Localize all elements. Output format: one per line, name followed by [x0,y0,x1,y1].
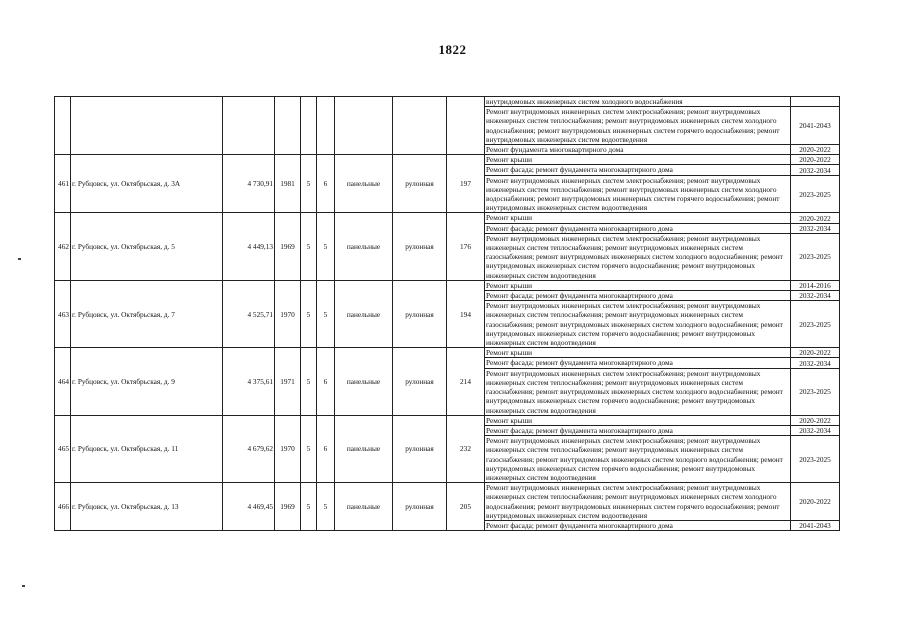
walls-material-cell: панельные [335,280,393,347]
work-description: Ремонт фасада; ремонт фундамента многоквартирного дома [485,291,791,301]
area-cell: 4 375,61 [223,348,275,415]
year-cell: 1971 [275,348,301,415]
work-description: Ремонт фасада; ремонт фундамента многоквартирного дома [485,425,791,435]
table-row [55,483,840,521]
empty-cell [71,97,223,155]
address-cell: г. Рубцовск, ул. Октябрьская, д. 11 [71,415,223,482]
work-period: 2023-2025 [791,233,840,280]
work-description: Ремонт крыши [485,415,791,425]
walls-material-cell: панельные [335,213,393,280]
scan-speck [22,585,25,587]
work-period: 2023-2025 [791,436,840,483]
residents-cell: 176 [447,213,485,280]
empty-cell [275,97,301,155]
year-cell: 1970 [275,415,301,482]
work-description: Ремонт крыши [485,280,791,290]
work-description: Ремонт фасада; ремонт фундамента многоквартирного дома [485,165,791,175]
year-cell: 1969 [275,213,301,280]
work-description: Ремонт крыши [485,155,791,165]
year-cell: 1970 [275,280,301,347]
work-description: Ремонт внутридомовых инженерных систем электроснабжения; ремонт внутридомовых инженерных систем теплоснабжения; ремонт внутридомовых инженерных систем газоснабжения; ремонт внутридомовых инженерных систем холодного водоснабжения; ремонт внутридомовых инженерных систем горячего водоснабжения; ремонт внутридомовых инженерных систем водоотведения [485,301,791,348]
empty-cell [223,97,275,155]
table-row [55,348,840,358]
work-description: Ремонт внутридомовых инженерных систем электроснабжения; ремонт внутридомовых инженерных систем теплоснабжения; ремонт внутридомовых инженерных систем газоснабжения; ремонт внутридомовых инженерных систем холодного водоснабжения; ремонт внутридомовых инженерных систем горячего водоснабжения; ремонт внутридомовых инженерных систем водоотведения [485,436,791,483]
floors-cell: 5 [301,213,317,280]
empty-cell [393,97,447,155]
work-description: Ремонт крыши [485,348,791,358]
work-period: 2023-2025 [791,301,840,348]
roof-type-cell: рулонная [393,280,447,347]
work-description: Ремонт внутридомовых инженерных систем электроснабжения; ремонт внутридомовых инженерных систем теплоснабжения; ремонт внутридомовых инженерных систем холодного водоснабжения; ремонт внутридомовых инженерных систем горячего водоснабжения; ремонт внутридомовых инженерных систем водоотведения [485,107,791,145]
address-cell: г. Рубцовск, ул. Октябрьская, д. 5 [71,213,223,280]
entrances-cell: 6 [317,415,335,482]
address-cell: г. Рубцовск, ул. Октябрьская, д. 9 [71,348,223,415]
entrances-cell: 5 [317,280,335,347]
walls-material-cell: панельные [335,483,393,531]
roof-type-cell: рулонная [393,155,447,213]
floors-cell: 5 [301,483,317,531]
roof-type-cell: рулонная [393,348,447,415]
work-period: 2020-2022 [791,348,840,358]
residents-cell: 205 [447,483,485,531]
work-period: 2032-2034 [791,165,840,175]
repair-schedule-table [54,96,840,531]
residents-cell: 197 [447,155,485,213]
entrances-cell: 5 [317,213,335,280]
work-period: 2023-2025 [791,368,840,415]
empty-cell [335,97,393,155]
scan-speck [18,258,21,260]
area-cell: 4 469,45 [223,483,275,531]
work-description: Ремонт внутридомовых инженерных систем электроснабжения; ремонт внутридомовых инженерных систем теплоснабжения; ремонт внутридомовых инженерных систем газоснабжения; ремонт внутридомовых инженерных систем холодного водоснабжения; ремонт внутридомовых инженерных систем горячего водоснабжения; ремонт внутридомовых инженерных систем водоотведения [485,233,791,280]
table-row [55,97,840,107]
address-cell: г. Рубцовск, ул. Октябрьская, д. 7 [71,280,223,347]
floors-cell: 5 [301,280,317,347]
work-period: 2023-2025 [791,175,840,213]
floors-cell: 5 [301,415,317,482]
entrances-cell: 6 [317,348,335,415]
work-period: 2020-2022 [791,483,840,521]
table-row [55,213,840,223]
work-period: 2032-2034 [791,223,840,233]
work-period: 2032-2034 [791,291,840,301]
work-description: Ремонт внутридомовых инженерных систем электроснабжения; ремонт внутридомовых инженерных систем теплоснабжения; ремонт внутридомовых инженерных систем газоснабжения; ремонт внутридомовых инженерных систем холодного водоснабжения; ремонт внутридомовых инженерных систем горячего водоснабжения; ремонт внутридомовых инженерных систем водоотведения [485,368,791,415]
row-number: 464 [55,348,71,415]
work-period: 2020-2022 [791,415,840,425]
residents-cell: 194 [447,280,485,347]
work-period [791,97,840,107]
work-period: 2032-2034 [791,358,840,368]
empty-cell [447,97,485,155]
page-number: 1822 [438,42,467,57]
address-cell: г. Рубцовск, ул. Октябрьская, д. 3А [71,155,223,213]
empty-cell [317,97,335,155]
table-row [55,280,840,290]
work-description: Ремонт фасада; ремонт фундамента многоквартирного дома [485,223,791,233]
work-description: Ремонт фасада; ремонт фундамента многоквартирного дома [485,520,791,530]
area-cell: 4 679,62 [223,415,275,482]
residents-cell: 214 [447,348,485,415]
work-period: 2032-2034 [791,425,840,435]
floors-cell: 5 [301,348,317,415]
work-period: 2014-2016 [791,280,840,290]
address-cell: г. Рубцовск, ул. Октябрьская, д. 13 [71,483,223,531]
row-number: 466 [55,483,71,531]
work-period: 2020-2022 [791,145,840,155]
work-period: 2041-2043 [791,107,840,145]
work-description: Ремонт фундамента многоквартирного дома [485,145,791,155]
row-number: 465 [55,415,71,482]
entrances-cell: 5 [317,483,335,531]
area-cell: 4 525,71 [223,280,275,347]
year-cell: 1981 [275,155,301,213]
floors-cell: 5 [301,155,317,213]
work-period: 2041-2043 [791,520,840,530]
roof-type-cell: рулонная [393,483,447,531]
roof-type-cell: рулонная [393,213,447,280]
work-period: 2020-2022 [791,213,840,223]
walls-material-cell: панельные [335,415,393,482]
area-cell: 4 730,91 [223,155,275,213]
row-number: 463 [55,280,71,347]
work-description: Ремонт фасада; ремонт фундамента многоквартирного дома [485,358,791,368]
row-number: 462 [55,213,71,280]
work-description: внутридомовых инженерных систем холодного водоснабжения [485,97,791,107]
walls-material-cell: панельные [335,155,393,213]
empty-cell [301,97,317,155]
entrances-cell: 6 [317,155,335,213]
area-cell: 4 449,13 [223,213,275,280]
walls-material-cell: панельные [335,348,393,415]
table-row [55,155,840,165]
year-cell: 1969 [275,483,301,531]
row-number: 461 [55,155,71,213]
table-row [55,415,840,425]
empty-cell [55,97,71,155]
work-period: 2020-2022 [791,155,840,165]
work-description: Ремонт внутридомовых инженерных систем электроснабжения; ремонт внутридомовых инженерных систем теплоснабжения; ремонт внутридомовых инженерных систем холодного водоснабжения; ремонт внутридомовых инженерных систем горячего водоснабжения; ремонт внутридомовых инженерных систем водоотведения [485,483,791,521]
residents-cell: 232 [447,415,485,482]
work-description: Ремонт крыши [485,213,791,223]
roof-type-cell: рулонная [393,415,447,482]
work-description: Ремонт внутридомовых инженерных систем электроснабжения; ремонт внутридомовых инженерных систем теплоснабжения; ремонт внутридомовых инженерных систем холодного водоснабжения; ремонт внутридомовых инженерных систем горячего водоснабжения; ремонт внутридомовых инженерных систем водоотведения [485,175,791,213]
